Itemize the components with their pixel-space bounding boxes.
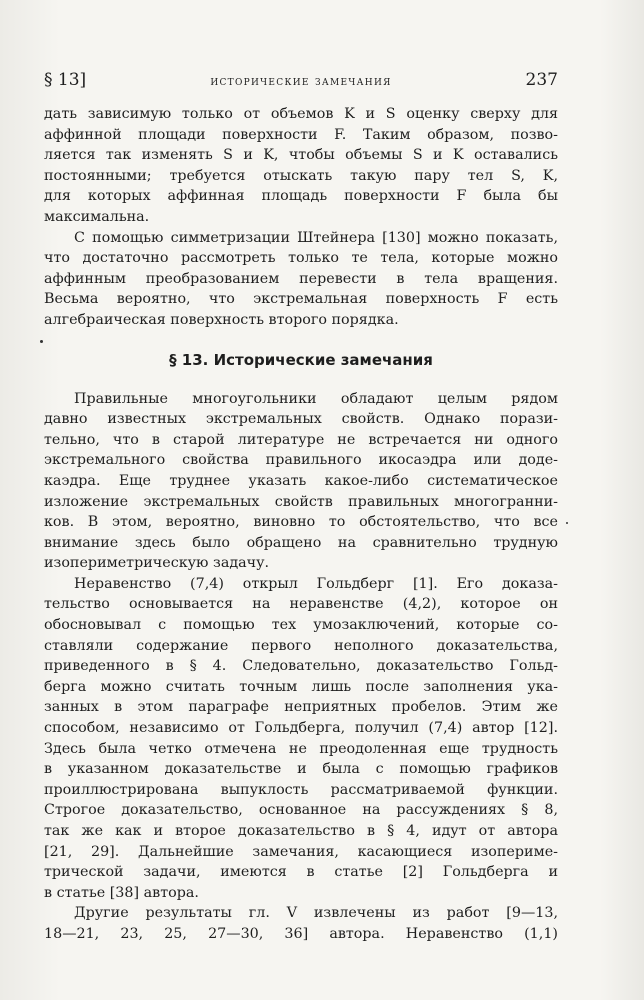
text-line: 18—21, 23, 25, 27—30, 36] автора. Неравенство (1,1) <box>44 925 558 942</box>
text-line: тельство основывается на неравенстве (4,2), которое он <box>44 596 558 613</box>
text-line: экстремального свойства правильного икосаэдра или доде- <box>44 452 558 469</box>
paragraph <box>44 228 558 331</box>
text-line: изопериметрическую задачу. <box>44 555 270 572</box>
text-line: С помощью симметризации Штейнера [130] можно показать, <box>74 229 558 246</box>
paragraph <box>44 389 558 574</box>
text-line: способом, независимо от Гольдберга, получил (7,4) автор [12]. <box>44 720 558 737</box>
text-line: дать зависимую только от объемов K и S оценку сверху для <box>44 106 558 122</box>
text-line: давно известных экстремальных свойств. Однако порази- <box>44 411 558 428</box>
text-line: ков. В этом, вероятно, виновно то обстоятельство, что все <box>44 514 558 531</box>
text-line: Весьма вероятно, что экстремальная поверхность F есть <box>44 291 558 308</box>
text-line: тельно, что в старой литературе не встречается ни одного <box>44 431 558 448</box>
text-line: внимание здесь было обращено на сравнительно трудную <box>44 534 558 551</box>
text-line: Строгое доказательство, основанное на рассуждениях § 8, <box>44 802 558 819</box>
text-line: [21, 29]. Дальнейшие замечания, касающиеся изопериме- <box>44 843 558 860</box>
text-line: изложение экстремальных свойств правильных многогранни- <box>44 493 558 510</box>
text-line: в статье [38] автора. <box>44 884 199 901</box>
running-header <box>44 70 558 92</box>
scan-speck <box>566 522 568 524</box>
text-line: так же как и второе доказательство в § 4, идут от автора <box>44 823 558 839</box>
paragraph <box>44 104 558 228</box>
text-line: максимальна. <box>44 208 150 225</box>
header-section-ref: § 13] <box>44 70 87 90</box>
text-line: алгебраическая поверхность второго порядка. <box>44 311 399 328</box>
text-line: аффинной площади поверхности F. Таким образом, позво- <box>44 126 558 143</box>
text-line: Правильные многоугольники обладают целым рядом <box>74 390 558 407</box>
header-title: исторические замечания <box>210 73 392 88</box>
text-line: Здесь была четко отмечена не преодоленная еще трудность <box>44 740 558 757</box>
text-line: каэдра. Еще труднее указать какое-либо систематическое <box>44 472 558 489</box>
text-line: Другие результаты гл. V извлечены из работ [9—13, <box>74 905 558 922</box>
section-heading: § 13. Исторические замечания <box>169 350 433 369</box>
paragraph <box>44 574 558 904</box>
scan-speck <box>40 340 43 343</box>
text-line: Неравенство (7,4) открыл Гольдберг [1]. Его доказа- <box>74 575 558 592</box>
page-body <box>44 104 558 945</box>
text-line: ставляли содержание первого неполного доказательства, <box>44 637 558 654</box>
text-line: в указанном доказательстве и была с помощью графиков <box>44 761 558 778</box>
paragraph <box>44 903 558 944</box>
text-line: трической задачи, имеются в статье [2] Гольдберга и <box>44 864 558 881</box>
text-line: аффинным преобразованием перевести в тела вращения. <box>44 270 558 287</box>
text-line: обосновывал с помощью тех умозаключений, которые со- <box>44 617 558 634</box>
text-line: берга можно считать точным лишь после заполнения ука- <box>44 678 558 695</box>
text-line: занных в этом параграфе неприятных пробелов. Этим же <box>44 699 558 716</box>
page-number: 237 <box>525 70 558 90</box>
text-line: постоянными; требуется отыскать такую пару тел S, K, <box>44 167 558 184</box>
text-line: приведенного в § 4. Следовательно, доказательство Гольд- <box>44 658 558 675</box>
text-line: проиллюстрирована выпуклость рассматриваемой функции. <box>44 781 558 798</box>
text-line: ляется так изменять S и K, чтобы объемы S и K оставались <box>44 147 558 164</box>
text-line: что достаточно рассмотреть только те тела, которые можно <box>44 250 558 267</box>
text-line: для которых аффинная площадь поверхности F была бы <box>44 188 558 205</box>
